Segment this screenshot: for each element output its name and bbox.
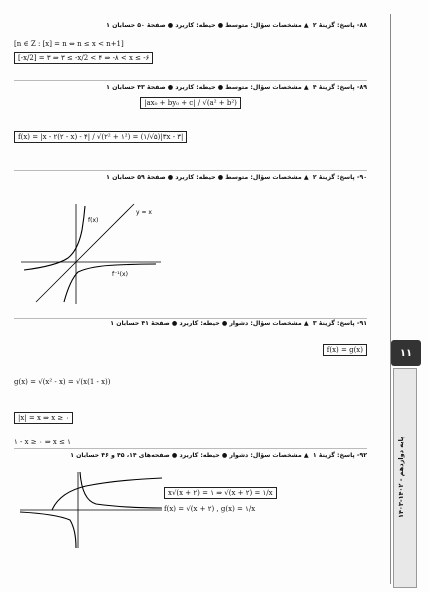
answer-92-header: ۹۲- پاسخ: گزینهٔ ۱ ▲ مشخصات سؤال: دشوار ● حیطه: کاربرد ● صفحه‌های ۱۴، ۴۵ و ۴۶ حسابان ۱ (70, 452, 367, 459)
answer-88-header: ۸۸- پاسخ: گزینهٔ ۲ ▲ مشخصات سؤال: متوسط ● حیطه: کاربرد ● صفحهٔ ۵۰ حسابان ۱ (106, 22, 367, 29)
side-tab-text: پایه دوازدهم - ۱۴۰۲-۱۴۰۳ (397, 436, 405, 518)
answer-92-formula-2: f(x) = √(x + ۲) , g(x) = ۱/x (164, 505, 256, 513)
answer-91-formula-4: ۱ - x ≥ ۰ ⇒ x ≤ ۱ (14, 438, 71, 446)
curve-hyperbola-right (80, 472, 162, 508)
page-number: ۱۱ (391, 340, 421, 366)
answer-88 (14, 22, 367, 64)
curve-hyperbola-left (20, 512, 76, 548)
divider (14, 318, 367, 319)
answer-90-graph (16, 200, 166, 308)
answer-91-formula-3: |x| = x ⇒ x ≥ ۰ (14, 412, 73, 424)
answer-92-formula-1: x√(x + ۲) = ۱ ⇒ √(x + ۲) = ۱/x (164, 487, 277, 499)
divider (14, 448, 367, 449)
answer-89-formula-1: |ax₀ + by₀ + c| / √(a² + b²) (140, 97, 241, 109)
divider (14, 170, 367, 171)
answer-92-graph (16, 470, 166, 550)
answer-89-formula-2: f(x) = |x - ۲(۲ - x) - ۴| / √(۲² + ۱²) = (۱/√۵)|۳x - ۳| (14, 131, 187, 143)
divider (14, 80, 367, 81)
answer-88-formula-1: [n ∈ Z : [x] = n ⇔ n ≤ x < n+1] (14, 40, 124, 48)
label-f: f(x) (88, 217, 99, 224)
label-y-equals-x: y = x (136, 209, 152, 216)
answer-88-formula-2: [-x/2] = ۳ ⇒ ۳ ≤ -x/2 < ۴ ⇒ -۸ < x ≤ -۶ (14, 52, 153, 64)
answer-91-formula-1: f(x) = g(x) (323, 344, 367, 356)
answer-91-header: ۹۱- پاسخ: گزینهٔ ۳ ▲ مشخصات سؤال: دشوار ● حیطه: کاربرد ● صفحهٔ ۴۱ حسابان ۱ (110, 320, 367, 327)
line-y-equals-x (36, 204, 134, 302)
curve-f-inverse (64, 264, 156, 302)
answer-91-formula-2: g(x) = √(x² - x) = √(x(1 - x)) (14, 378, 111, 386)
answer-91 (14, 320, 367, 446)
label-f-inverse: f⁻¹(x) (112, 271, 128, 278)
side-tab (391, 340, 421, 590)
answer-89 (14, 84, 367, 143)
answer-89-header: ۸۹- پاسخ: گزینهٔ ۴ ▲ مشخصات سؤال: متوسط ● حیطه: کاربرد ● صفحهٔ ۴۳ حسابان ۱ (106, 84, 367, 91)
answer-90-header: ۹۰- پاسخ: گزینهٔ ۲ ▲ مشخصات سؤال: متوسط ● حیطه: کاربرد ● صفحهٔ ۵۹ حسابان ۱ (106, 174, 367, 181)
